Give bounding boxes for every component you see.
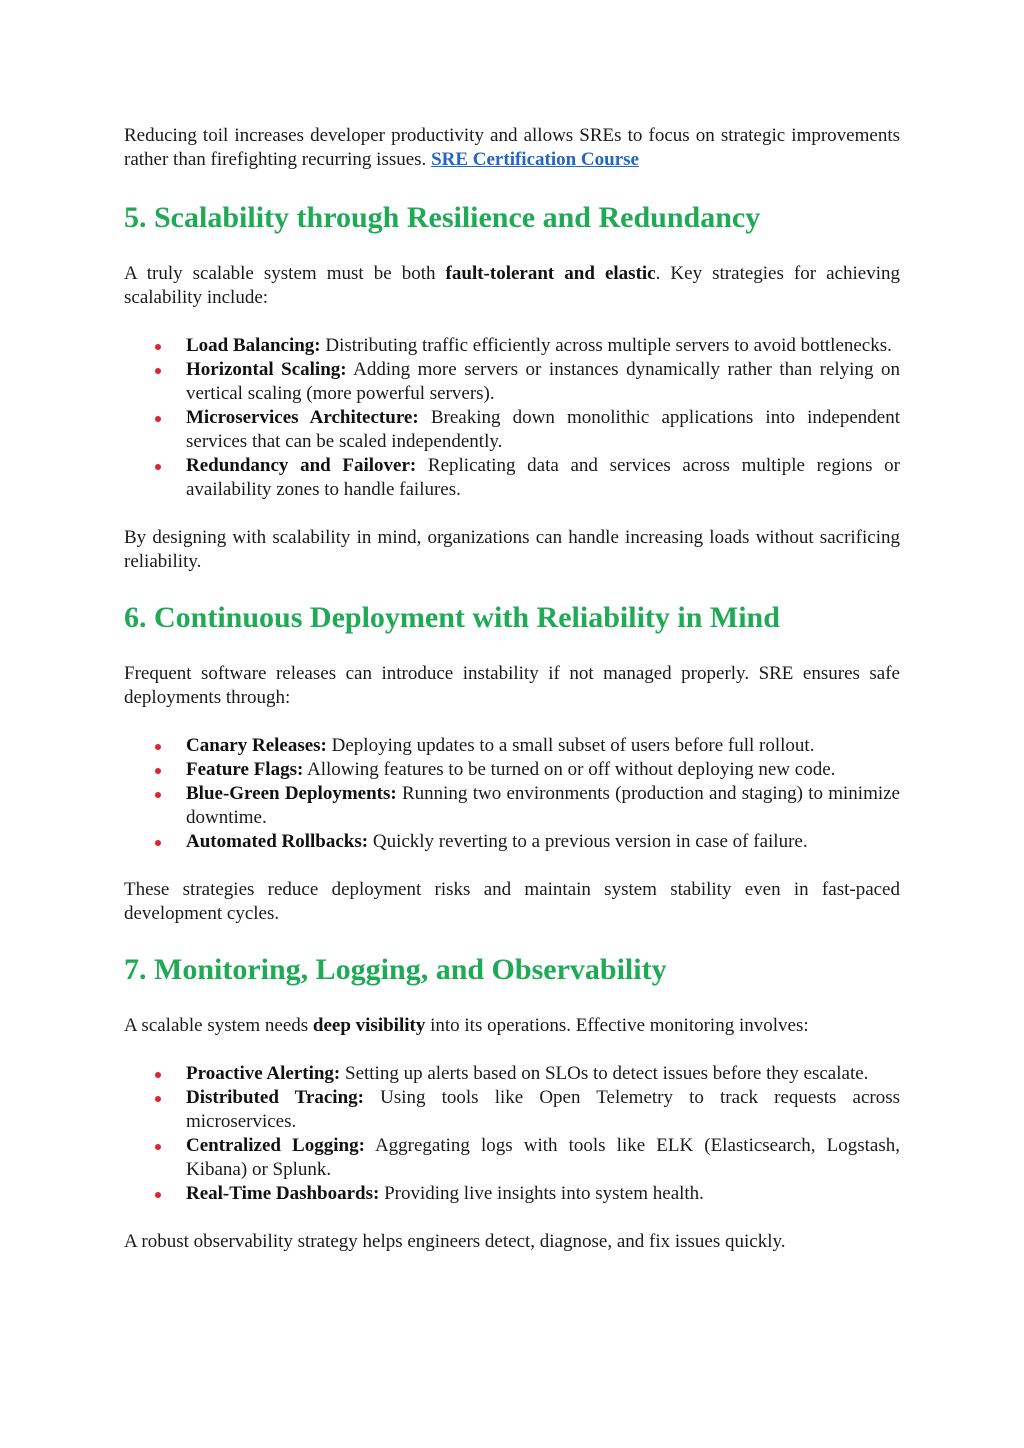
- section-lead: A scalable system needs deep visibility into its operations. Effective monitoring involves:: [124, 1015, 809, 1036]
- bullet-dot-icon: [155, 344, 161, 350]
- list-item: Real-Time Dashboards: Providing live insights into system health.: [124, 1182, 900, 1206]
- list-item: Proactive Alerting: Setting up alerts based on SLOs to detect issues before they escalate.: [124, 1062, 900, 1086]
- document-page: [124, 124, 900, 1280]
- list-item: Load Balancing: Distributing traffic efficiently across multiple servers to avoid bottlenecks.: [124, 334, 900, 358]
- bullet-list: [124, 334, 900, 502]
- list-item: Automated Rollbacks: Quickly reverting to a previous version in case of failure.: [124, 830, 900, 854]
- bullet-dot-icon: [155, 368, 161, 374]
- section-lead: Frequent software releases can introduce instability if not managed properly. SRE ensures safe deployments through:: [124, 663, 900, 708]
- bullet-dot-icon: [155, 1192, 161, 1198]
- list-item: Microservices Architecture: Breaking down monolithic applications into independent services that can be scaled independently.: [124, 406, 900, 454]
- bullet-dot-icon: [155, 1072, 161, 1078]
- list-item: Blue-Green Deployments: Running two environments (production and staging) to minimize downtime.: [124, 782, 900, 830]
- bullet-dot-icon: [155, 1144, 161, 1150]
- intro-paragraph: [124, 124, 900, 172]
- section-closing: These strategies reduce deployment risks and maintain system stability even in fast-paced development cycles.: [124, 879, 900, 924]
- bullet-dot-icon: [155, 1096, 161, 1102]
- bullet-list: [124, 734, 900, 854]
- section-heading-monitoring: 7. Monitoring, Logging, and Observability: [124, 953, 667, 986]
- intro-text: Reducing toil increases developer productivity and allows SREs to focus on strategic improvements rather than firefighting recurring issues.: [124, 125, 900, 170]
- bullet-dot-icon: [155, 744, 161, 750]
- bullet-list: [124, 1062, 900, 1206]
- list-item: Canary Releases: Deploying updates to a small subset of users before full rollout.: [124, 734, 900, 758]
- list-item: Horizontal Scaling: Adding more servers or instances dynamically rather than relying on vertical scaling (more powerful servers).: [124, 358, 900, 406]
- list-item: Centralized Logging: Aggregating logs with tools like ELK (Elasticsearch, Logstash, Kibana) or Splunk.: [124, 1134, 900, 1182]
- bullet-dot-icon: [155, 464, 161, 470]
- list-item: Redundancy and Failover: Replicating data and services across multiple regions or availability zones to handle failures.: [124, 454, 900, 502]
- section-heading-deployment: 6. Continuous Deployment with Reliability in Mind: [124, 601, 780, 634]
- bullet-dot-icon: [155, 792, 161, 798]
- sre-course-link[interactable]: SRE Certification Course: [431, 149, 639, 170]
- bullet-dot-icon: [155, 416, 161, 422]
- bullet-dot-icon: [155, 768, 161, 774]
- section-closing: A robust observability strategy helps engineers detect, diagnose, and fix issues quickly.: [124, 1231, 786, 1252]
- section-heading-scalability: 5. Scalability through Resilience and Redundancy: [124, 201, 761, 234]
- list-item: Feature Flags: Allowing features to be turned on or off without deploying new code.: [124, 758, 900, 782]
- list-item: Distributed Tracing: Using tools like Open Telemetry to track requests across microservices.: [124, 1086, 900, 1134]
- section-lead: A truly scalable system must be both fault-tolerant and elastic. Key strategies for achieving scalability include:: [124, 263, 900, 308]
- bullet-dot-icon: [155, 840, 161, 846]
- section-closing: By designing with scalability in mind, organizations can handle increasing loads without sacrificing reliability.: [124, 527, 900, 572]
